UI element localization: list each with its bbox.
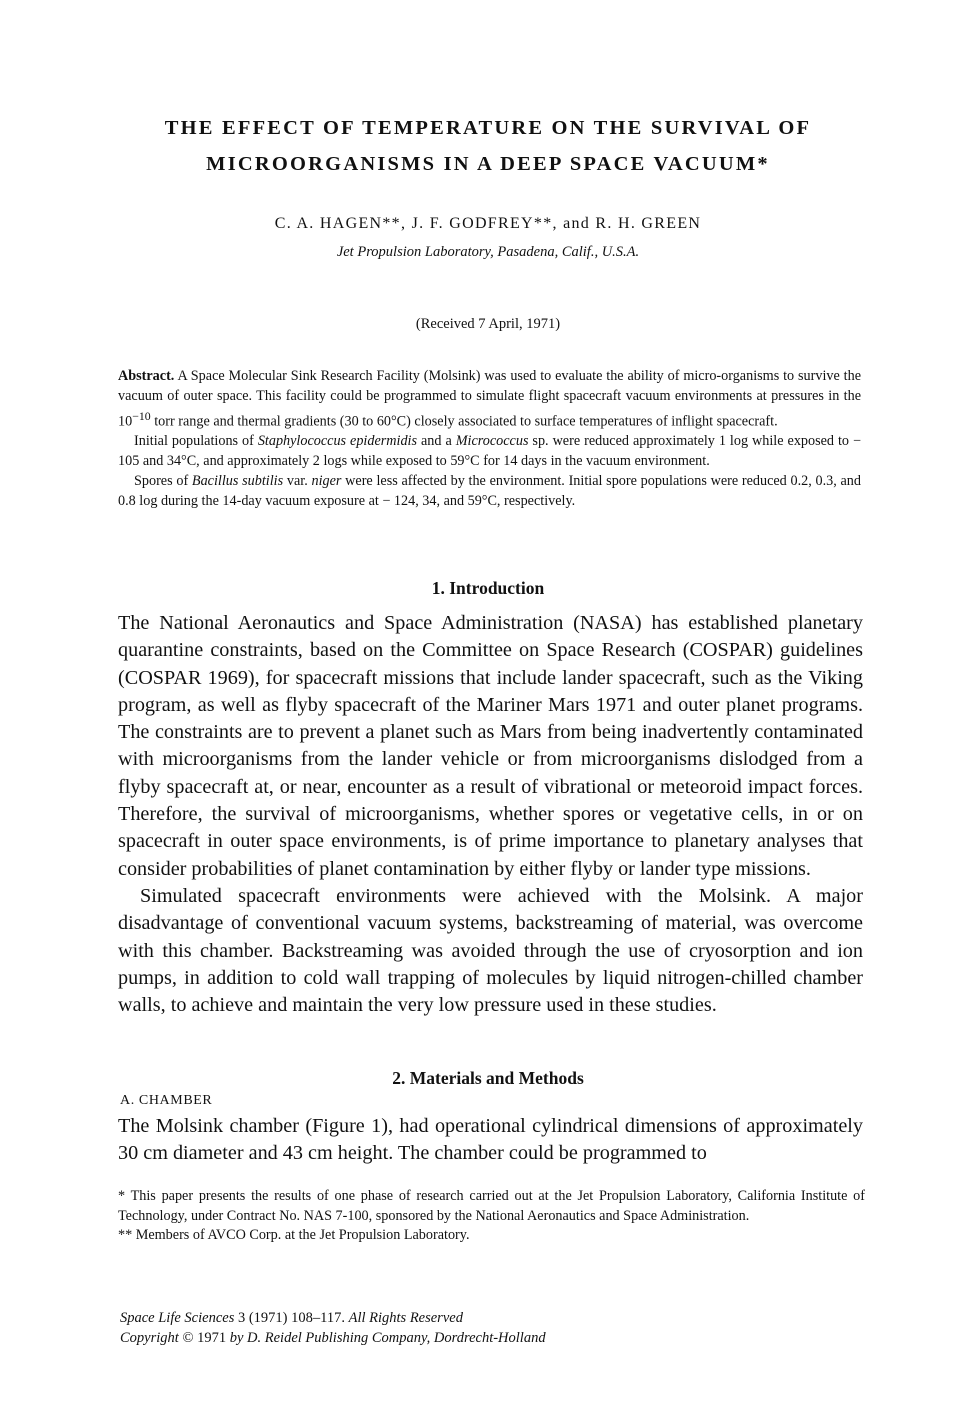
- copyright-line: Copyright © 1971 by D. Reidel Publishing Company, Dordrecht-Holland: [120, 1330, 546, 1346]
- section-heading-introduction: 1. Introduction: [431, 578, 545, 598]
- footnotes: [118, 1187, 865, 1246]
- received-date: (Received 7 April, 1971): [415, 316, 561, 332]
- journal-citation: Space Life Sciences 3 (1971) 108–117. All Rights Reserved: [120, 1310, 463, 1326]
- methods-paragraph-1: The Molsink chamber (Figure 1), had operational cylindrical dimensions of approximately 30 cm diameter and 43 cm height. The chamber could be programmed to: [118, 1115, 863, 1165]
- introduction-body: [118, 610, 863, 1019]
- title-line-2: MICROORGANISMS IN A DEEP SPACE VACUUM*: [206, 153, 770, 175]
- journal-footer: [120, 1308, 860, 1348]
- abstract: [118, 367, 861, 511]
- abstract-paragraph-1: Abstract. A Space Molecular Sink Research Facility (Molsink) was used to evaluate the ability of micro-organisms to survive the vacuum of outer space. This facility could be programmed to simulate flight spacecraft vacuum environments at pressures in the $10^{-10}$ torr range and thermal gradients (30 to 60°C) closely associated to surface temperatures of inflight spacecraft.: [118, 368, 861, 430]
- copyright-icon: ©: [182, 1330, 194, 1346]
- footnote-1: * This paper presents the results of one phase of research carried out at the Jet Propulsion Laboratory, California Institute of Technology, under Contract No. NAS 7-100, sponsored by the National Aeronautics and Space Administration.: [118, 1188, 865, 1224]
- section-heading-materials-methods: 2. Materials and Methods: [392, 1068, 584, 1088]
- introduction-paragraph-1: The National Aeronautics and Space Administration (NASA) has established planetary quarantine constraints, based on the Committee on Space Research (COSPAR) guidelines (COSPAR 1969), for spacecraft missions that include lander spacecraft, such as the Viking program, as well as flyby spacecraft of the Mariner Mars 1971 and outer planet programs. The constraints are to prevent a planet such as Mars from being inadvertently contaminated with microorganisms from the lander vehicle or from microorganisms dislodged from a flyby spacecraft at, or near, encounter as a result of vibrational or meteoroid impact forces. Therefore, the survival of microorganisms, whether spores or vegetative cells, in or on spacecraft in outer space environments, is of prime importance to planetary analyses that consider probabilities of planet contamination by either flyby or lander type missions.: [118, 612, 863, 880]
- affiliation: Jet Propulsion Laboratory, Pasadena, Calif., U.S.A.: [336, 244, 640, 260]
- introduction-paragraph-2: Simulated spacecraft environments were achieved with the Molsink. A major disadvantage of conventional vacuum systems, backstreaming of material, was overcome with this chamber. Backstreaming was avoided through the use of cryosorption and ion pumps, in addition to cold wall trapping of molecules by liquid nitrogen-chilled chamber walls, to achieve and maintain the very low pressure used in these studies.: [118, 884, 863, 1017]
- subsection-heading-chamber: A. CHAMBER: [120, 1093, 213, 1108]
- abstract-paragraph-3: Spores of Bacillus subtilis var. niger were less affected by the environment. Initial spore populations were reduced 0.2, 0.3, and 0.8 log during the 14-day vacuum exposure at − 124, 34, and 59°C, respectively.: [118, 472, 861, 509]
- methods-body: [118, 1113, 863, 1168]
- abstract-paragraph-2: Initial populations of Staphylococcus epidermidis and a Micrococcus sp. were reduced approximately 1 log while exposed to − 105 and 34°C, and approximately 2 logs while exposed to 59°C for 14 days in the vacuum environment.: [118, 433, 861, 469]
- author-list: C. A. HAGEN**, J. F. GODFREY**, and R. H. GREEN: [274, 215, 702, 232]
- footnote-2: ** Members of AVCO Corp. at the Jet Propulsion Laboratory.: [118, 1227, 470, 1244]
- abstract-label: Abstract.: [118, 368, 175, 384]
- title-line-1: THE EFFECT OF TEMPERATURE ON THE SURVIVAL OF: [164, 117, 812, 139]
- paper-title: [100, 110, 876, 182]
